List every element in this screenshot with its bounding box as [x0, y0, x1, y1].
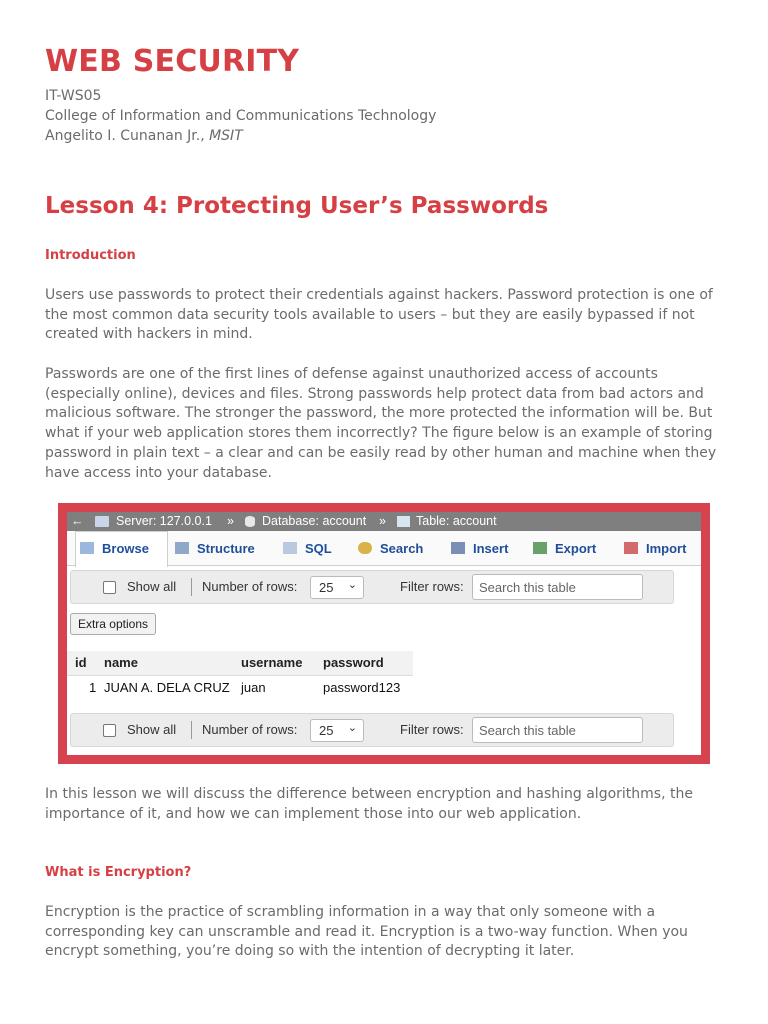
cell-id: 1 [89, 680, 97, 695]
tab-bar [67, 531, 701, 566]
tab-import[interactable] [624, 531, 686, 565]
column-username[interactable]: username [241, 655, 303, 670]
tab-structure[interactable] [175, 531, 255, 565]
tab-label: Insert [473, 540, 509, 556]
bottom-controls-bar [70, 713, 674, 747]
course-code: IT-WS05 [45, 88, 102, 104]
tab-label: Export [555, 540, 597, 556]
column-id[interactable]: id [75, 655, 87, 670]
table-row [67, 676, 413, 698]
num-rows-select[interactable] [310, 719, 364, 742]
search-table-input[interactable] [472, 717, 643, 743]
search-icon [358, 542, 372, 554]
college-name: College of Information and Communications Technology [45, 108, 437, 124]
chevron-down-icon: ⌄ [347, 579, 357, 591]
extra-options-button[interactable]: Extra options [70, 613, 156, 635]
breadcrumb [67, 512, 701, 531]
after-figure-paragraph: In this lesson we will discuss the difference between encryption and hashing algorithms, the importance of it, and how we can implement those into our web application. [45, 786, 693, 822]
tab-label: SQL [305, 540, 332, 556]
show-all-checkbox[interactable] [103, 724, 116, 737]
cell-name: JUAN A. DELA CRUZ [104, 680, 230, 695]
intro-paragraph-1: Users use passwords to protect their credentials against hackers. Password protection is one of the most common data security tools available to users – but they are easily bypassed if not created with hackers in mind. [45, 287, 713, 343]
tab-label: Import [646, 540, 687, 556]
tab-browse[interactable] [80, 531, 149, 565]
breadcrumb-database: Database: account [262, 514, 367, 528]
num-rows-value: 25 [319, 580, 334, 595]
tab-export[interactable] [533, 531, 596, 565]
phpmyadmin-screenshot [67, 512, 701, 755]
tab-label: Structure [197, 540, 255, 556]
lesson-title: Lesson 4: Protecting User’s Passwords [45, 193, 549, 219]
structure-icon [175, 542, 189, 554]
column-name[interactable]: name [104, 655, 138, 670]
insert-icon [451, 542, 465, 554]
author-line [45, 126, 243, 146]
num-rows-label: Number of rows: [202, 579, 298, 594]
filter-rows-label: Filter rows: [400, 722, 464, 737]
filter-rows-label: Filter rows: [400, 579, 464, 594]
num-rows-select[interactable] [310, 576, 364, 599]
sql-icon [283, 542, 297, 554]
server-icon [95, 516, 109, 527]
encryption-paragraph: Encryption is the practice of scrambling information in a way that only someone with a corresponding key can unscramble and read it. Encryption is a two-way function. When you encrypt something, you’re doing so with the intention of decrypting it later. [45, 904, 688, 960]
tab-label: Search [380, 540, 424, 556]
cell-username: juan [241, 680, 266, 695]
breadcrumb-server: Server: 127.0.0.1 [116, 514, 212, 528]
export-icon [533, 542, 547, 554]
browse-icon [80, 542, 94, 554]
tab-insert[interactable] [451, 531, 508, 565]
show-all-checkbox[interactable] [103, 581, 116, 594]
table-icon [397, 516, 410, 527]
tab-sql[interactable] [283, 531, 332, 565]
import-icon [624, 542, 638, 554]
tab-search[interactable] [358, 531, 423, 565]
search-placeholder: Search this table [479, 723, 576, 738]
figure-frame [58, 503, 710, 764]
show-all-label: Show all [127, 722, 177, 737]
database-icon [245, 516, 255, 527]
author-name: Angelito I. Cunanan Jr., [45, 128, 210, 144]
table-header [67, 651, 413, 676]
breadcrumb-separator: » [227, 514, 234, 528]
top-controls-bar [70, 570, 674, 604]
author-degree: MSIT [209, 128, 243, 144]
chevron-down-icon: ⌄ [347, 722, 357, 734]
search-placeholder: Search this table [479, 580, 576, 595]
cell-password: password123 [323, 680, 401, 695]
back-arrow-icon: ← [71, 514, 84, 528]
num-rows-value: 25 [319, 723, 334, 738]
search-table-input[interactable] [472, 574, 643, 600]
divider [191, 578, 192, 596]
show-all-label: Show all [127, 579, 177, 594]
column-password[interactable]: password [323, 655, 384, 670]
breadcrumb-table: Table: account [416, 514, 497, 528]
num-rows-label: Number of rows: [202, 722, 298, 737]
tab-label: Browse [102, 540, 149, 556]
encryption-heading: What is Encryption? [45, 865, 192, 880]
document-title: WEB SECURITY [45, 44, 300, 79]
intro-paragraph-2: Passwords are one of the first lines of defense against unauthorized access of accounts (especially online), devices and files. Strong passwords help protect data from bad actors and malicious software. The stronger the password, the more protected the information will be. But what if your web application stores them incorrectly? The figure below is an example of storing password in plain text – a clear and can be easily read by other human and machine when they have access into your database. [45, 366, 717, 481]
intro-heading: Introduction [45, 248, 136, 263]
breadcrumb-separator: » [379, 514, 386, 528]
divider [191, 721, 192, 739]
